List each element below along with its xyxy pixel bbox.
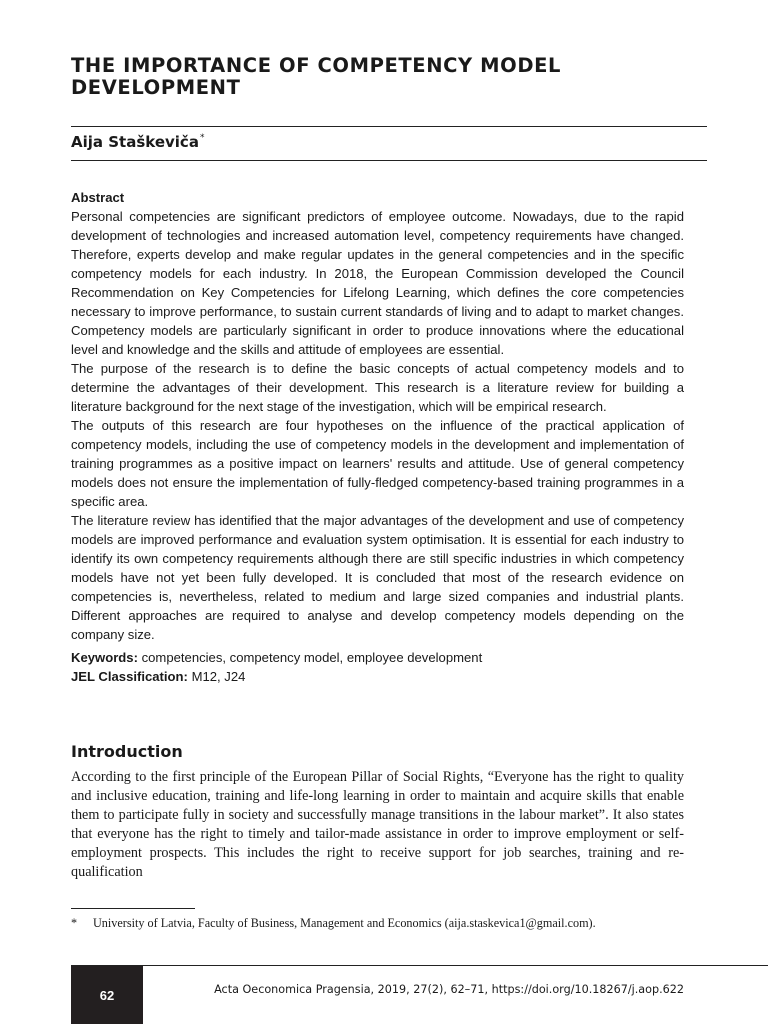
abstract-section — [71, 188, 684, 686]
jel-label: JEL Classification: — [71, 669, 188, 684]
introduction-paragraph: According to the first principle of the European Pillar of Social Rights, “Everyone has the right to quality and inclusive education, training and life-long learning in order to maintain and acquire skills that enable them to participate fully in society and successfully manage transitions in the labour market”. It also states that everyone has the right to timely and tailor-made assistance in order to improve employment or self-employment prospects. This includes the right to receive support for job searches, training and re-qualification — [71, 769, 684, 880]
author-line — [71, 133, 204, 151]
jel-line — [71, 667, 684, 686]
abstract-paragraph-1: Personal competencies are significant predictors of employee outcome. Nowadays, due to the rapid development of technologies and increased automation level, competency requirements have changed. Therefore, experts develop and make regular updates in the general competencies and in the specific competency models for each industry. In 2018, the European Commission developed the Council Recommendation on Key Competencies for Lifelong Learning, which defines the core competencies necessary to improve performance, to sustain current standards of living and to adapt to market changes. Competency models are particularly significant in order to produce innovations where the educational level and knowledge and the skills and attitude of employees are essential. — [71, 209, 684, 357]
keywords-label: Keywords: — [71, 650, 138, 665]
footnote-rule — [71, 908, 195, 909]
page-number-box — [71, 966, 143, 1024]
author-footnote-mark[interactable]: * — [199, 133, 205, 143]
footer-rule — [71, 965, 768, 966]
author-name: Aija Staškeviča — [71, 133, 199, 151]
abstract-paragraph-3: The outputs of this research are four hypotheses on the influence of the practical application of competency models, including the use of competency models in the development and implementation of training programmes as a positive impact on learners' results and attitude. Use of general competency models does not ensure the implementation of fully-fledged competency-based training programmes in a specific area. — [71, 418, 684, 509]
abstract-paragraph-2: The purpose of the research is to define the basic concepts of actual competency models and to determine the advantages of their development. This research is a literature review for building a literature background for the next stage of the investigation, which will be empirical research. — [71, 361, 684, 414]
journal-citation[interactable]: Acta Oeconomica Pragensia, 2019, 27(2), 62–71, https://doi.org/10.18267/j.aop.622 — [214, 983, 684, 996]
author-rule — [71, 160, 707, 161]
page-number: 62 — [99, 987, 115, 1003]
footnote-mark: * — [71, 916, 78, 930]
keywords-value: competencies, competency model, employee development — [141, 650, 483, 665]
footnote-text: University of Latvia, Faculty of Business, Management and Economics (aija.staskevica1@gmail.com). — [93, 916, 596, 930]
keywords-line — [71, 648, 684, 667]
abstract-heading: Abstract — [71, 190, 125, 205]
abstract-paragraph-4: The literature review has identified that the major advantages of the development and use of competency models are improved performance and evaluation system optimisation. It is essential for each industry to identify its own competency requirements although there are still specific industries in which competency models have not yet been fully developed. It is concluded that most of the research evidence on competencies is, nevertheless, related to medium and large sized companies and industrial plants. Different approaches are required to analyse and develop competency models depending on the company size. — [71, 513, 684, 642]
article-title: THE IMPORTANCE OF COMPETENCY MODEL DEVELOPMENT — [71, 54, 562, 99]
introduction-heading: Introduction — [71, 742, 183, 761]
top-rule — [71, 126, 707, 127]
jel-value: M12, J24 — [191, 669, 246, 684]
footnote — [71, 916, 711, 931]
